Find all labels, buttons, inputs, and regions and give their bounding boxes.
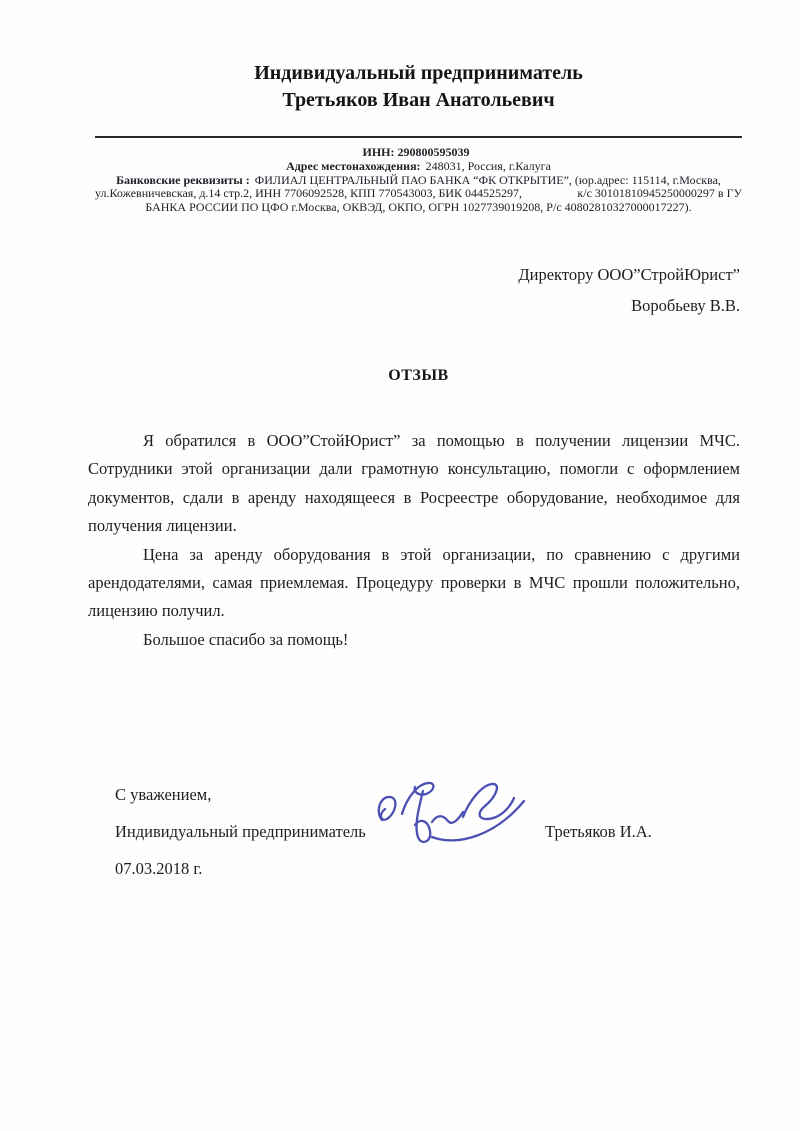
signature-stroke-flourish — [379, 797, 396, 820]
review-paragraph-2: Цена за аренду оборудования в этой организации, по сравнению с другими арендодателями, самая приемлемая. Процедуру проверки в МЧС прошли положительно, лицензию получил. — [88, 544, 740, 621]
recipient-block — [0, 259, 740, 321]
inn-value: ИНН: 290800595039 — [362, 145, 470, 159]
bank-line-3 — [95, 201, 742, 215]
review-paragraph-1: Я обратился в ООО”СтойЮрист” за помощью в получении лицензии МЧС. Сотрудники этой организации дали грамотную консультацию, помогли с оформлением документов, сдали в аренду находящееся в Росреестре оборудование, необходимое для получения лицензии. — [88, 430, 740, 536]
review-title: ОТЗЫВ — [388, 366, 449, 384]
bank-line-3-text: БАНКА РОССИИ ПО ЦФО г.Москва, ОКВЭД, ОКПО, ОГРН 1027739019208, Р/с 40802810327000017227). — [145, 200, 692, 215]
bank-line-2-right: к/с 30101810945250000297 в ГУ — [577, 186, 742, 201]
signature-role: Индивидуальный предприниматель — [115, 822, 366, 841]
letterhead-divider — [95, 136, 742, 138]
letterhead — [95, 0, 742, 215]
signature-name: Третьяков И.А. — [545, 822, 652, 841]
address-line — [95, 160, 742, 174]
entrepreneur-title — [95, 0, 742, 114]
signature-closing: С уважением, — [115, 785, 212, 804]
handwritten-signature — [368, 768, 540, 856]
signature-stroke-big-loop — [463, 784, 514, 819]
review-paragraph-3: Большое спасибо за помощь! — [143, 629, 349, 649]
bank-line-2-left: ул.Кожевничевская, д.14 стр.2, ИНН 7706092528, КПП 770543003, БИК 044525297, — [95, 186, 523, 201]
recipient-organization: Директору ООО”СтройЮрист” — [518, 264, 740, 284]
signature-stroke-wave — [432, 812, 463, 823]
address-value: 248031, Россия, г.Калуга — [425, 158, 551, 173]
signature-date: 07.03.2018 г. — [115, 859, 203, 878]
recipient-person: Воробьеву В.В. — [631, 295, 740, 315]
bank-line-1-text: ФИЛИАЛ ЦЕНТРАЛЬНЫЙ ПАО БАНКА “ФК ОТКРЫТИЕ”, (юр.адрес: 115114, г.Москва, — [254, 172, 721, 187]
bank-line-1 — [95, 174, 742, 188]
letterhead-details — [95, 146, 742, 215]
entrepreneur-title-line1: Индивидуальный предприниматель — [254, 62, 583, 84]
signature-stroke-stem-loop — [415, 791, 430, 842]
entrepreneur-name: Третьяков Иван Анатольевич — [282, 89, 555, 111]
inn-line — [95, 146, 742, 160]
bank-label: Банковские реквизиты : — [116, 172, 250, 187]
bank-line-2 — [95, 187, 742, 201]
review-body — [88, 427, 740, 654]
address-label: Адрес местонахождения: — [286, 158, 421, 173]
